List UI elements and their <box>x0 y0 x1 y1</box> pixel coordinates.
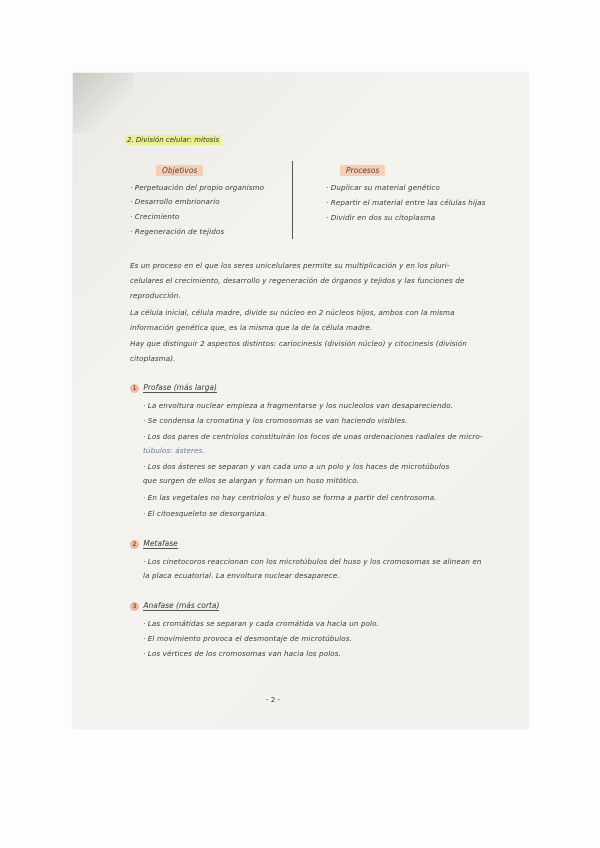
page-title: 2. División celular: mitosis <box>127 136 220 144</box>
column-divider <box>292 161 293 239</box>
section-title: Profase (más larga) <box>143 383 217 392</box>
section-heading-metafase <box>130 539 178 549</box>
section-item: · Se condensa la cromatina y los cromosomas se van haciendo visibles. <box>143 416 408 425</box>
section-item: túbulos: ásteres. <box>143 446 205 455</box>
page-corner-shadow <box>73 73 133 133</box>
intro-line: reproducción. <box>130 291 181 300</box>
objetivos-item: · Perpetuación del propio organismo <box>130 183 265 192</box>
section-item: la placa ecuatorial. La envoltura nuclear desaparece. <box>143 571 340 580</box>
section-item: · Las cromátidas se separan y cada cromátida va hacia un polo. <box>143 619 380 628</box>
objetivos-item: · Crecimiento <box>130 212 180 221</box>
procesos-heading: Procesos <box>340 165 385 176</box>
intro-line: celulares el crecimiento, desarrollo y regeneración de órganos y tejidos y las funciones de <box>130 276 465 285</box>
section-heading-anafase <box>130 601 219 611</box>
section-item: · Los dos ásteres se separan y van cada uno a un polo y los haces de microtúbulos <box>143 462 450 471</box>
intro-line: información genética que, es la misma que la de la célula madre. <box>130 323 373 332</box>
section-item: · Los cinetocoros reaccionan con los microtúbulos del huso y los cromosomas se alinean en <box>143 557 482 566</box>
intro-line: La célula inicial, célula madre, divide su núcleo en 2 núcleos hijos, ambos con la misma <box>130 308 455 317</box>
section-item: · Los vértices de los cromosomas van hacia los polos. <box>143 649 342 658</box>
section-heading-profase <box>130 383 217 393</box>
objetivos-item: · Desarrollo embrionario <box>130 197 220 206</box>
section-item: · La envoltura nuclear empieza a fragmentarse y los nucleolos van desapareciendo. <box>143 401 454 410</box>
intro-line: Es un proceso en el que los seres unicelulares permite su multiplicación y en los pluri- <box>130 261 450 270</box>
section-item: · En las vegetales no hay centriolos y el huso se forma a partir del centrosoma. <box>143 493 437 502</box>
section-number-badge: 2 <box>130 540 139 549</box>
section-item: · Los dos pares de centriolos constituirán los focos de unas ordenaciones radiales de micro- <box>143 432 483 441</box>
section-item: que surgen de ellos se alargan y forman un huso mitótico. <box>143 476 359 485</box>
section-title: Metafase <box>143 539 178 548</box>
intro-line: Hay que distinguir 2 aspectos distintos: cariocinesis (división núcleo) y citocinesis (división <box>130 339 467 348</box>
page-number: - 2 - <box>266 696 280 704</box>
intro-line: citoplasma). <box>130 354 176 363</box>
procesos-item: · Dividir en dos su citoplasma <box>326 213 436 222</box>
notebook-page <box>73 73 528 728</box>
objetivos-heading: Objetivos <box>156 165 203 176</box>
section-number-badge: 1 <box>130 384 139 393</box>
section-number-badge: 3 <box>130 602 139 611</box>
section-item: · El movimiento provoca el desmontaje de microtúbulos. <box>143 634 352 643</box>
procesos-item: · Repartir el material entre las células hijas <box>326 198 486 207</box>
procesos-item: · Duplicar su material genético <box>326 183 440 192</box>
objetivos-item: · Regeneración de tejidos <box>130 227 225 236</box>
section-item: · El citoesqueleto se desorganiza. <box>143 509 268 518</box>
section-title: Anafase (más corta) <box>143 601 220 610</box>
